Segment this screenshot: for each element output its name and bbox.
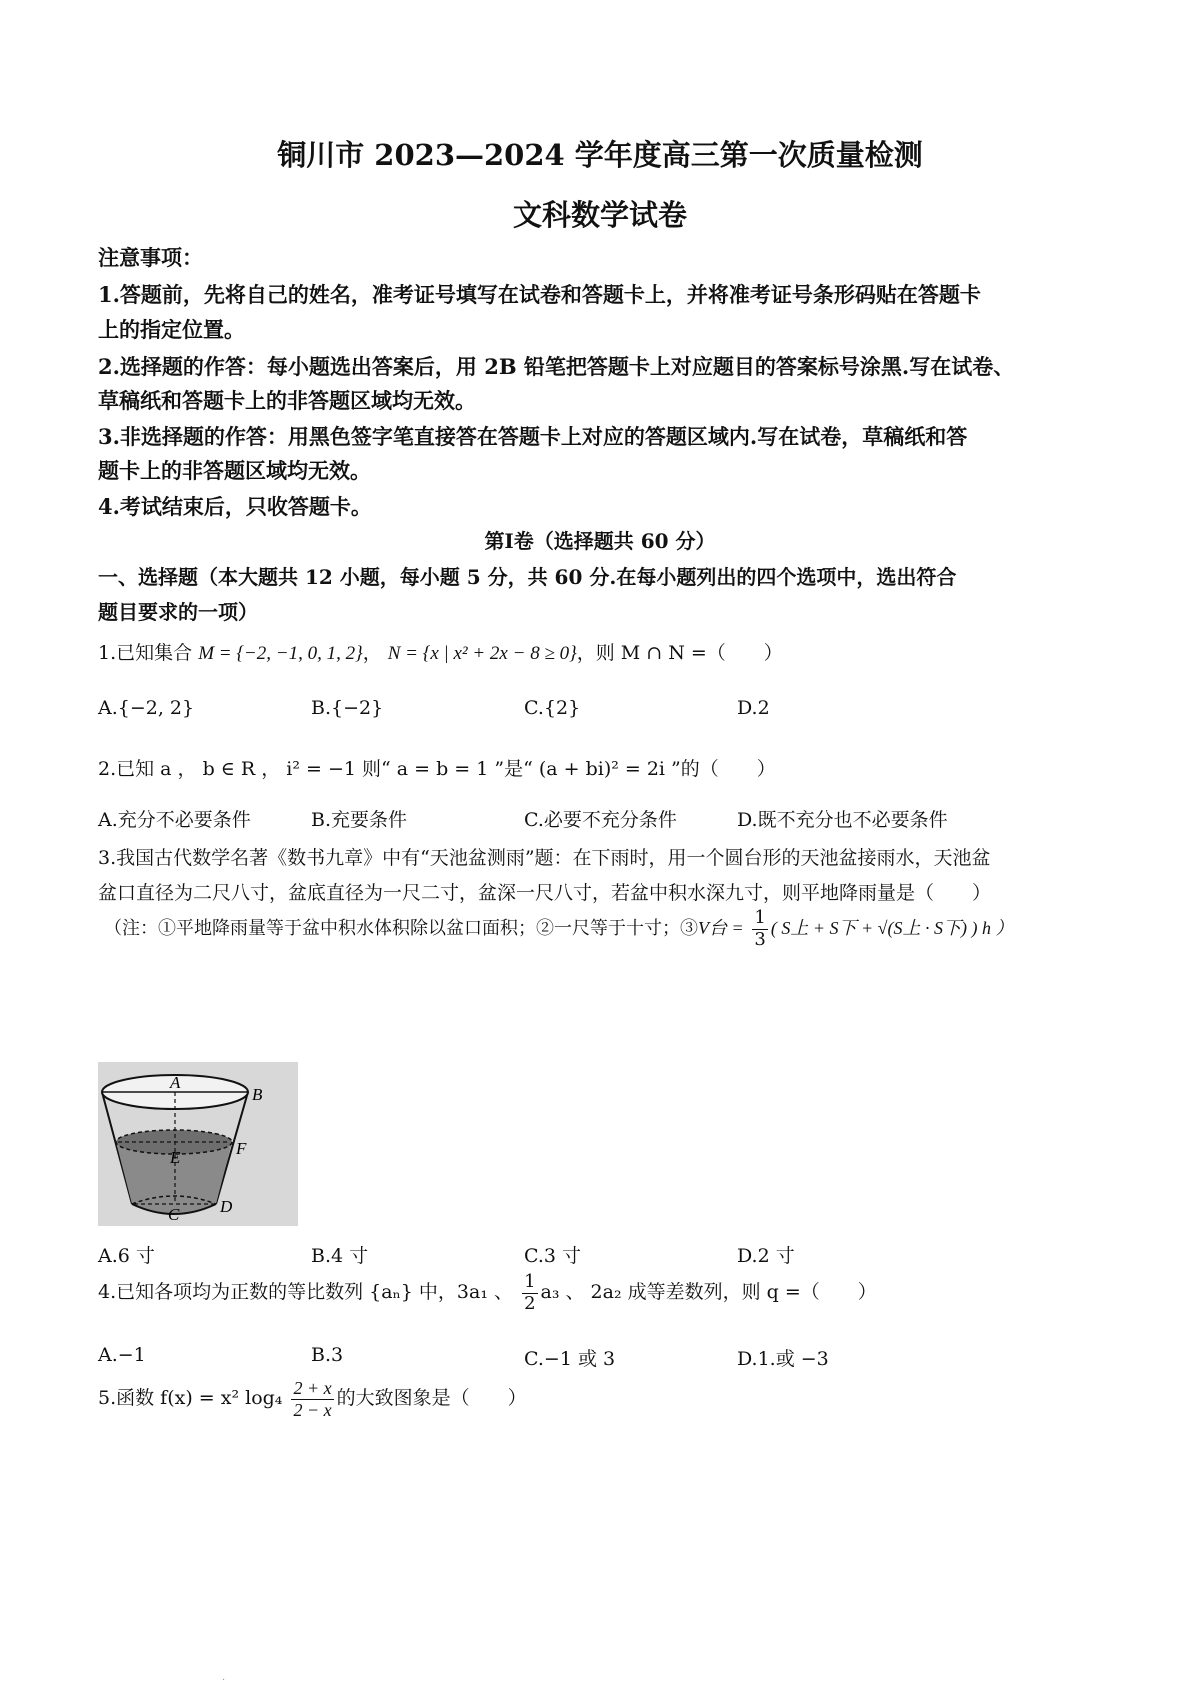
q4-option-a[interactable]: A.−1	[98, 1344, 146, 1366]
q4-stem-suffix: a₃ 、 2a₂ 成等差数列，则 q =（ ）	[540, 1281, 877, 1304]
q1-option-a[interactable]: A.{−2, 2}	[98, 697, 195, 719]
notice-line: 4.考试结束后，只收答题卡。	[98, 494, 372, 519]
q4-stem-prefix: 4.已知各项均为正数的等比数列 {aₙ} 中，3a₁ 、	[98, 1281, 514, 1304]
q3-note-prefix: （注：①平地降雨量等于盆中积水体积除以盆口面积；②一尺等于十寸；③	[104, 918, 698, 940]
basin-figure	[98, 1062, 298, 1226]
q3-option-c[interactable]: C.3 寸	[524, 1245, 582, 1267]
q3-frac-den: 3	[754, 928, 766, 950]
q4-fraction	[522, 1272, 537, 1314]
q2-option-d[interactable]: D.既不充分也不必要条件	[737, 809, 948, 831]
q2-option-b[interactable]: B.充要条件	[311, 809, 408, 831]
footer-mark: .	[222, 1672, 226, 1683]
notice-heading: 注意事项：	[98, 245, 203, 270]
question-1-stem: 1.已知集合 M = {−2, −1, 0, 1, 2}， N = {x | x² + 2x − 8 ≥ 0}，则 M ∩ N =（ ）	[98, 642, 783, 664]
label-a: A	[170, 1073, 181, 1092]
q1-stem-prefix: 1.已知集合	[98, 642, 193, 664]
q3-option-a[interactable]: A.6 寸	[98, 1245, 155, 1267]
notice-line: 上的指定位置。	[98, 317, 245, 342]
basin-diagram	[98, 1062, 298, 1226]
q1-option-d[interactable]: D.2	[737, 697, 770, 719]
q5-frac-num: 2 + x	[293, 1378, 332, 1398]
q4-option-b[interactable]: B.3	[311, 1344, 344, 1366]
question-5-stem	[98, 1378, 527, 1420]
section-title: 第Ⅰ卷（选择题共 60 分）	[484, 529, 716, 553]
q3-formula-rest: ( S上 + S下 + √(S上 · S下) ) h ）	[770, 918, 1014, 939]
q5-stem-suffix: 的大致图象是（ ）	[336, 1387, 527, 1410]
label-d: D	[220, 1197, 233, 1216]
label-b: B	[252, 1085, 263, 1104]
question-3-stem: 盆口直径为二尺八寸，盆底直径为一尺二寸，盆深一尺八寸，若盆中积水深九寸，则平地降雨量是（ ）	[98, 882, 992, 904]
q3-formula-v: V台 =	[698, 918, 744, 939]
label-f: F	[236, 1139, 247, 1158]
q3-fraction	[752, 908, 767, 950]
q4-frac-den: 2	[524, 1292, 536, 1314]
question-3-stem: 3.我国古代数学名著《数书九章》中有“天池盆测雨”题：在下雨时，用一个圆台形的天池盆接雨水，天池盆	[98, 847, 991, 869]
q3-option-d[interactable]: D.2 寸	[737, 1245, 795, 1267]
q3-option-b[interactable]: B.4 寸	[311, 1245, 369, 1267]
q1-stem-suffix: ，则 M ∩ N =（ ）	[576, 642, 783, 664]
label-c: C	[168, 1205, 180, 1224]
section-intro: 题目要求的一项）	[98, 600, 258, 624]
q5-frac-den: 2 − x	[293, 1399, 332, 1420]
notice-line: 3.非选择题的作答：用黑色签字笔直接答在答题卡上对应的答题区域内.写在试卷，草稿纸和答	[98, 424, 968, 449]
q3-frac-num: 1	[754, 907, 766, 928]
page-subtitle: 文科数学试卷	[512, 198, 687, 232]
q1-set-m: M = {−2, −1, 0, 1, 2}	[198, 643, 363, 664]
q2-option-c[interactable]: C.必要不充分条件	[524, 809, 677, 831]
question-2-stem: 2.已知 a ， b ∈ R ， i² = −1 则“ a = b = 1 ”是“ (a + bi)² = 2i ”的（ ）	[98, 758, 776, 780]
q4-option-c[interactable]: C.−1 或 3	[524, 1348, 616, 1370]
section-intro: 一、选择题（本大题共 12 小题，每小题 5 分，共 60 分.在每小题列出的四个选项中，选出符合	[98, 565, 957, 589]
q1-set-n: N = {x | x² + 2x − 8 ≥ 0}	[387, 643, 577, 664]
label-e: E	[170, 1148, 181, 1167]
q1-option-c[interactable]: C.{2}	[524, 697, 581, 719]
q5-fraction	[291, 1378, 333, 1420]
q1-option-b[interactable]: B.{−2}	[311, 697, 384, 719]
notice-line: 题卡上的非答题区域均无效。	[98, 458, 371, 483]
page-title: 铜川市 2023—2024 学年度高三第一次质量检测	[277, 138, 923, 172]
q5-stem-prefix: 5.函数 f(x) = x² log₄	[98, 1387, 283, 1410]
question-4-stem	[98, 1272, 877, 1314]
q4-frac-num: 1	[524, 1271, 536, 1292]
notice-line: 2.选择题的作答：每小题选出答案后，用 2B 铅笔把答题卡上对应题目的答案标号涂黑.写在试卷、	[98, 354, 1015, 379]
notice-line: 1.答题前，先将自己的姓名，准考证号填写在试卷和答题卡上，并将准考证号条形码贴在答题卡	[98, 282, 981, 307]
q2-option-a[interactable]: A.充分不必要条件	[98, 809, 251, 831]
q4-option-d[interactable]: D.1.或 −3	[737, 1348, 829, 1370]
notice-line: 草稿纸和答题卡上的非答题区域均无效。	[98, 388, 476, 413]
question-3-note	[104, 908, 1014, 950]
